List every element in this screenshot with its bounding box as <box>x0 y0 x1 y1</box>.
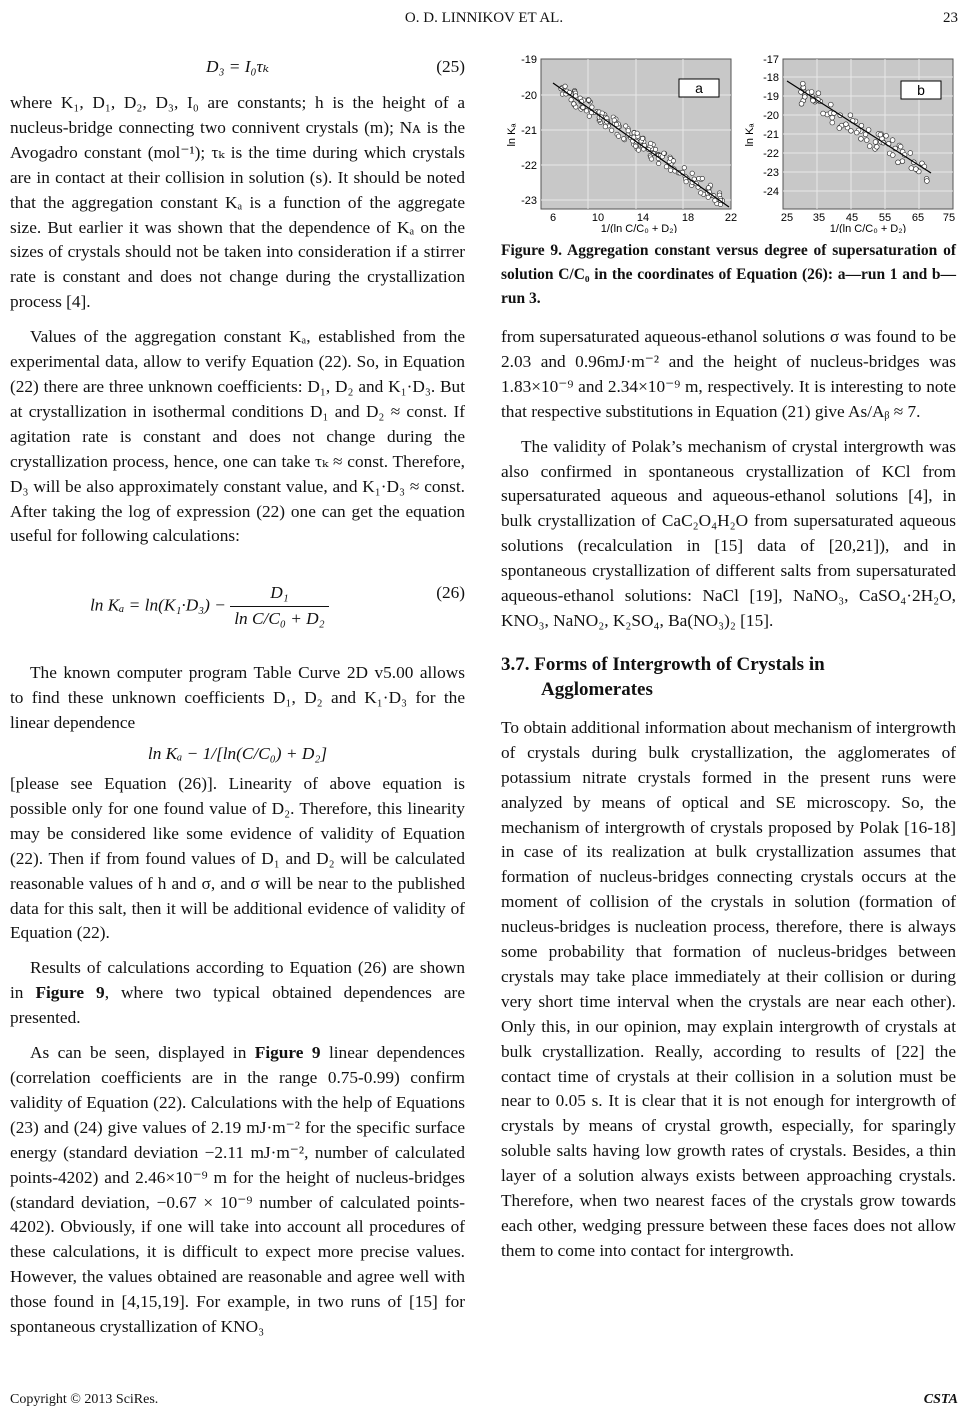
equation-linear-body: ln Kₐ − 1/[ln(C/C₀) + D₂] <box>147 744 328 764</box>
panel-b-xtick: 35 <box>812 212 826 224</box>
panel-a-xtick: 14 <box>636 212 650 224</box>
scatter-point <box>640 136 644 140</box>
panel-b-xtick: 75 <box>942 212 956 224</box>
panel-b-ytick: -24 <box>763 186 779 198</box>
panel-b-ytick: -20 <box>763 110 779 122</box>
scatter-point <box>706 186 710 190</box>
panel-b-xtick: 45 <box>845 212 859 224</box>
scatter-point <box>828 102 833 107</box>
panel-a-xtick: 18 <box>681 212 695 224</box>
panel-b-ytick: -19 <box>763 91 779 103</box>
scatter-point <box>848 113 853 118</box>
equation-26 <box>10 559 465 655</box>
text-run: linear dependences (correlation coefficients are in the range 0.75-0.99) confirm validity of Equation (22). Calculations with the help of Equations (23) and (24) give values of 2.19 mJ·m⁻² for the specific surface energy (standard deviation −2.11 mJ·m⁻², number of calculated points-4202) and 2.46×10⁻⁹ m for the height of nucleus-bridges (standard deviation, −0.67 × 10⁻⁹ number of calculated points-4202). Obviously, if one will take into account all procedures of these calculations, it is difficult to expect more precise values. However, the values obtained are reasonable and agree well with those found in [4,15,19]. For example, in two runs of [15] for spontaneous crystallization of KNO₃ <box>10 1043 465 1337</box>
scatter-point <box>636 148 640 152</box>
panel-a-ytick: -23 <box>521 195 537 207</box>
text-run: As can be seen, displayed in <box>30 1043 255 1063</box>
panel-a-xlabel: 1/(ln C/C₀ + D₂) <box>600 223 678 233</box>
text-run: Results of calculations according to Equation (26) are shown in <box>10 958 465 1003</box>
scatter-point <box>624 124 628 128</box>
scatter-point <box>849 128 854 133</box>
scatter-point <box>913 167 918 172</box>
panel-a-xtick: 10 <box>591 212 605 224</box>
scatter-point <box>657 161 661 165</box>
panel-a-ylabel: ln Kₐ <box>506 123 518 147</box>
figure-9-plots <box>501 55 956 233</box>
scatter-point <box>909 166 914 171</box>
footer-journal: CSTA <box>923 1392 958 1407</box>
figure-ref: Figure 9 <box>35 983 105 1003</box>
scatter-point <box>563 84 567 88</box>
scatter-point <box>682 166 686 170</box>
figure-caption: Figure 9. Aggregation constant versus degree of supersaturation of solution C/C₀ in the coordinates of Equation (26): a—run 1 and b—run 3. <box>501 242 956 307</box>
paragraph: [please see Equation (26)]. Linearity of above equation is possible only for one found value of D₂. Therefore, this linearity may be considered like some evidence of validity of Equation (22). Then if from found values of D₁ and D₂ will be calculated reasonable values of h and σ, and σ will be near to the published data for this salt, then it will be additional evidence of validity of Equation (22). <box>10 774 465 943</box>
scatter-point <box>662 151 666 155</box>
scatter-point <box>649 157 653 161</box>
panel-a-ytick: -19 <box>521 55 537 66</box>
scatter-point <box>884 133 889 138</box>
panel-b-ytick: -18 <box>763 72 779 84</box>
equation-26-denominator: ln C/C₀ + D₂ <box>234 609 325 629</box>
equation-25 <box>10 55 465 81</box>
equation-25-body: D₃ = I₀τₖ <box>205 57 270 76</box>
section-heading-line2: Agglomerates <box>541 678 653 700</box>
paragraph <box>10 1041 465 1340</box>
panel-b-yticks <box>763 55 779 198</box>
panel-a-label: a <box>695 80 703 96</box>
scatter-point <box>684 180 688 184</box>
scatter-point <box>844 122 849 127</box>
scatter-point <box>671 159 675 163</box>
equation-26-number: (26) <box>436 583 465 603</box>
scatter-point <box>830 120 835 125</box>
scatter-point <box>699 191 703 195</box>
scatter-point <box>854 130 859 135</box>
scatter-point <box>873 140 878 145</box>
scatter-point <box>878 132 883 137</box>
scatter-point <box>890 138 895 143</box>
text-run: , where two typical obtained dependences are presented. <box>10 983 465 1028</box>
page-header <box>0 10 968 32</box>
scatter-point <box>603 125 607 129</box>
panel-a-xtick: 22 <box>724 212 738 224</box>
panel-b-ytick: -17 <box>763 55 779 66</box>
equation-26-fraction <box>230 581 328 632</box>
panel-a-ytick: -22 <box>521 160 537 172</box>
scatter-point <box>896 160 901 165</box>
scatter-point <box>925 179 930 184</box>
scatter-point <box>635 131 639 135</box>
section-heading <box>501 652 956 702</box>
scatter-point <box>800 81 805 86</box>
scatter-point <box>816 91 821 96</box>
scatter-point <box>898 144 903 149</box>
scatter-point <box>837 126 842 131</box>
scatter-point <box>700 176 704 180</box>
panel-a-xtick: 6 <box>549 212 557 224</box>
paragraph <box>10 956 465 1031</box>
scatter-point <box>622 137 626 141</box>
scatter-point <box>706 195 710 199</box>
scatter-point <box>830 115 835 120</box>
scatter-point <box>900 159 905 164</box>
paragraph: The known computer program Table Curve 2D v5.00 allows to find these unknown coefficients D₁, D₂ and K₁·D₃ for the linear dependence <box>10 663 465 733</box>
scatter-point <box>626 129 630 133</box>
paragraph: where K₁, D₁, D₂, D₃, I₀ are constants; h is the height of a nucleus-bridge connecting two connivent crystals (m); Nᴀ is the Avogadro constant (mol⁻¹); τₖ is the time during which crystals are in contact at their collision in solution (s). It should be noted that the aggregation constant Kₐ is a function of the aggregate size. But earlier it was shown that the dependence of Kₐ on the sizes of crystals should not be taken into consideration if a stirrer rate is constant and does not change during the crystallization process [4]. <box>10 93 465 312</box>
equation-26-numerator: D₁ <box>230 581 328 607</box>
left-column <box>10 55 465 1340</box>
panel-b-xtick: 55 <box>878 212 892 224</box>
panel-b-xlabel: 1/(ln C/C₀ + D₂) <box>829 223 907 233</box>
paragraph: from supersaturated aqueous-ethanol solutions σ was found to be 2.03 and 0.96mJ·m⁻² and the height of nucleus-bridges was 1.83×10⁻⁹ and 2.34×10⁻⁹ m, respectively. It is interesting to note that respective substitutions in Equation (21) give As/Aᵦ ≈ 7. <box>501 327 956 421</box>
panel-b-ylabel: ln Kₐ <box>744 123 756 147</box>
scatter-point <box>664 165 668 169</box>
paragraph: Values of the aggregation constant Kₐ, established from the experimental data, allow to verify Equation (22). So, in Equation (22) there are three unknown coefficients: D₁, D₂ and K₁·D₃. But at crystallization in isothermal conditions D₁ and D₂ ≈ const. If agitation rate is constant and does not change during the crystallization process, hence, one can take τₖ ≈ const. Therefore, D₃ will be also approximately constant value, and K₁·D₃ ≈ const. After taking the log of expression (22) one can get the equation useful for following calculations: <box>10 327 465 546</box>
panel-b <box>744 55 955 233</box>
scatter-point <box>821 111 826 116</box>
panel-b-ytick: -21 <box>763 129 779 141</box>
scatter-point <box>802 94 807 99</box>
scatter-point <box>587 98 591 102</box>
scatter-point <box>634 144 638 148</box>
right-column <box>501 55 956 1264</box>
scatter-point <box>612 118 616 122</box>
scatter-point <box>809 90 814 95</box>
scatter-point <box>718 202 722 206</box>
equation-26-lhs: ln Kₐ = ln(K₁·D₃) − <box>90 595 231 615</box>
scatter-point <box>799 101 804 106</box>
scatter-point <box>874 144 879 149</box>
paragraph: The validity of Polak’s mechanism of crystal intergrowth was also confirmed in spontaneous crystallization of KCl from supersaturated aqueous and aqueous-ethanol solutions [4], in bulk crystallization of CaC₂O₄H₂O from supersaturated aqueous solutions (recalculation in [15] data of [20,21]), and in spontaneous crystallization of different salts from supersaturated aqueous-ethanol solutions: NaCl [19], NaNO₃, CaSO₄·2H₂O, KNO₃, NaNO₂, K₂SO₄, Ba(NO₃)₂ [15]. <box>501 436 956 630</box>
scatter-point <box>649 141 653 145</box>
scatter-point <box>867 144 872 149</box>
scatter-point <box>668 168 672 172</box>
paragraph: To obtain additional information about mechanism of intergrowth of crystals during bulk crystallization, the agglomerates of potassium nitrate crystals formed in the present runs were analyzed by means of optical and SE microscopy. So, the mechanism of intergrowth of crystals proposed by Polak [16-18] in case of its realization at bulk crystallization assumes that formation of nucleus-bridges connecting crystals occurs at the moment of collision of the crystals in solution (formation of nucleus-bridges is nucleation process, therefore, there is always some probability that formation of nucleus-bridges between crystals may take place immediately at their collision or during very short time interval when the crystals are near each other). Only this, in our opinion, may explain intergrowth of crystals at bulk crystallization. Really, according to results of [22] the contact time of crystals at their collision in a solution must be near to 0.05 s. It is clear that it is not enough for intergrowth of crystals by means of crystal growth, especially, for sparingly soluble salts having low growth rates of crystals. Besides, a thin layer of a solution always exists between approaching crystals. Therefore, when two nearest faces of the crystals grow towards each other, wedging pressure between these faces does not allow them to come into contact for intergrowth. <box>501 717 956 1260</box>
figure-ref: Figure 9 <box>254 1043 321 1063</box>
scatter-point <box>572 102 576 106</box>
scatter-point <box>653 147 657 151</box>
footer-copyright: Copyright © 2013 SciRes. <box>10 1392 159 1407</box>
scatter-point <box>690 171 694 175</box>
scatter-point <box>864 138 869 143</box>
scatter-point <box>859 136 864 141</box>
panel-b-ytick: -23 <box>763 167 779 179</box>
scatter-point <box>890 153 895 158</box>
figure-9 <box>501 55 956 233</box>
panel-b-ytick: -22 <box>763 148 779 160</box>
panel-b-label: b <box>917 82 925 98</box>
scatter-point <box>610 128 614 132</box>
panel-a-yticks <box>521 55 537 207</box>
panel-a-ytick: -20 <box>521 90 537 102</box>
equation-linear <box>10 736 465 772</box>
page-number: 23 <box>943 10 958 26</box>
panel-a-ytick: -21 <box>521 125 537 137</box>
scatter-point <box>569 98 573 102</box>
panel-b-xtick: 65 <box>911 212 925 224</box>
section-heading-line1: 3.7. Forms of Intergrowth of Crystals in <box>501 653 825 675</box>
scatter-point <box>908 151 913 156</box>
panel-a <box>506 55 737 233</box>
running-title: O. D. LINNIKOV ET AL. <box>404 10 564 26</box>
scatter-point <box>616 134 620 138</box>
equation-25-number: (25) <box>436 57 465 76</box>
panel-b-xtick: 25 <box>780 212 794 224</box>
